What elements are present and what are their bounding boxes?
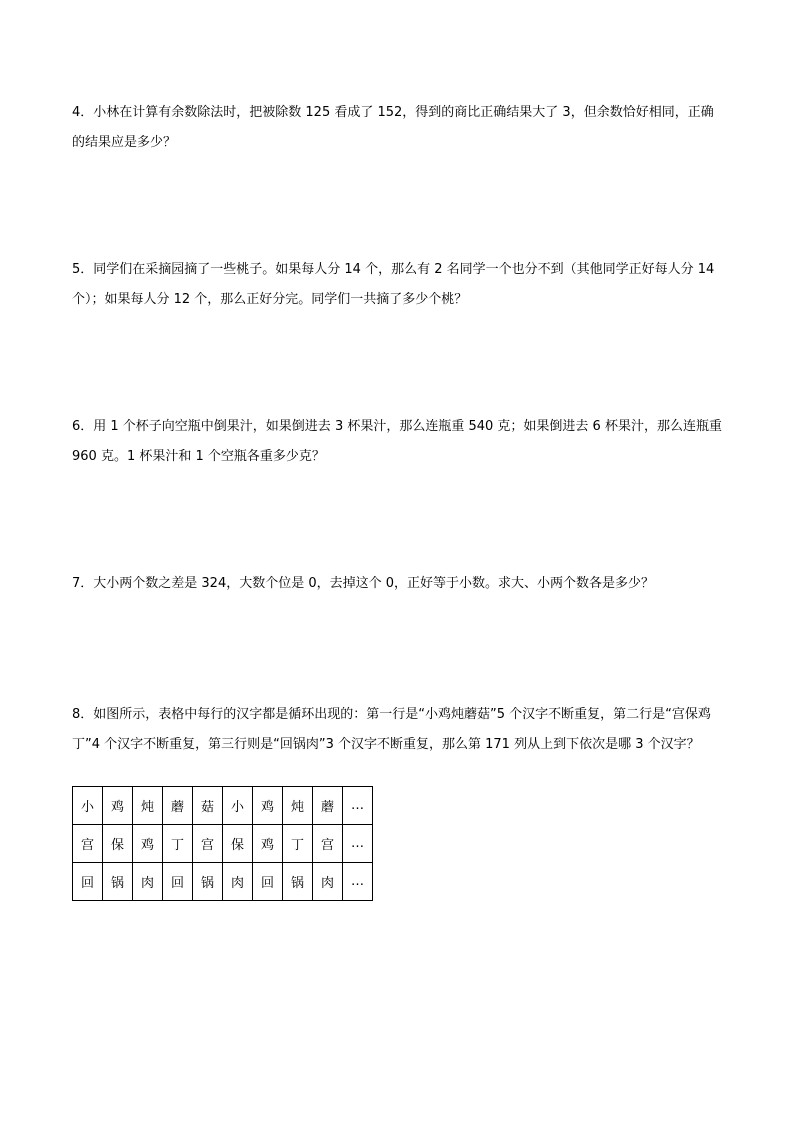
table-cell: 肉 [223, 863, 253, 901]
table-row [73, 863, 373, 901]
table-cell: 回 [163, 863, 193, 901]
table-cell: 鸡 [253, 787, 283, 825]
character-cycle-table [72, 786, 373, 901]
table-cell: 炖 [133, 787, 163, 825]
table-cell: 回 [253, 863, 283, 901]
table-row [73, 787, 373, 825]
question-5: 5．同学们在采摘园摘了一些桃子。如果每人分 14 个，那么有 2 名同学一个也分不到（其他同学正好每人分 14 个）；如果每人分 12 个，那么正好分完。同学们一共摘了多少个桃？ [72, 262, 715, 307]
table-cell: 丁 [163, 825, 193, 863]
table-cell: 小 [73, 787, 103, 825]
question-7: 7．大小两个数之差是 324，大数个位是 0，去掉这个 0，正好等于小数。求大、小两个数各是多少？ [72, 576, 655, 591]
table-cell: 蘑 [313, 787, 343, 825]
table-cell: 蘑 [163, 787, 193, 825]
table-cell: 保 [223, 825, 253, 863]
table-cell: 菇 [193, 787, 223, 825]
table-cell: 锅 [283, 863, 313, 901]
table-cell: 鸡 [133, 825, 163, 863]
table-cell: 锅 [103, 863, 133, 901]
table-cell: … [343, 825, 373, 863]
table-cell: 宫 [193, 825, 223, 863]
table-row [73, 825, 373, 863]
table-cell: 小 [223, 787, 253, 825]
question-4: 4．小林在计算有余数除法时，把被除数 125 看成了 152，得到的商比正确结果大了 3，但余数恰好相同，正确的结果应是多少？ [72, 105, 714, 150]
question-6: 6．用 1 个杯子向空瓶中倒果汁，如果倒进去 3 杯果汁，那么连瓶重 540 克；如果倒进去 6 杯果汁，那么连瓶重 960 克。1 杯果汁和 1 个空瓶各重多少克？ [72, 419, 722, 464]
table-cell: 炖 [283, 787, 313, 825]
table-cell: 鸡 [103, 787, 133, 825]
table-cell: 回 [73, 863, 103, 901]
table-cell: 鸡 [253, 825, 283, 863]
table-cell: 肉 [133, 863, 163, 901]
table-cell: 锅 [193, 863, 223, 901]
table-cell: 肉 [313, 863, 343, 901]
table-cell: 宫 [73, 825, 103, 863]
question-8: 8．如图所示，表格中每行的汉字都是循环出现的：第一行是“小鸡炖蘑菇”5 个汉字不断重复，第二行是“宫保鸡丁”4 个汉字不断重复，第三行则是“回锅肉”3 个汉字不断重复，那么第 171 列从上到下依次是哪 3 个汉字？ [72, 707, 711, 752]
table-cell: 保 [103, 825, 133, 863]
table-cell: … [343, 787, 373, 825]
table-cell: … [343, 863, 373, 901]
table-cell: 宫 [313, 825, 343, 863]
table-cell: 丁 [283, 825, 313, 863]
